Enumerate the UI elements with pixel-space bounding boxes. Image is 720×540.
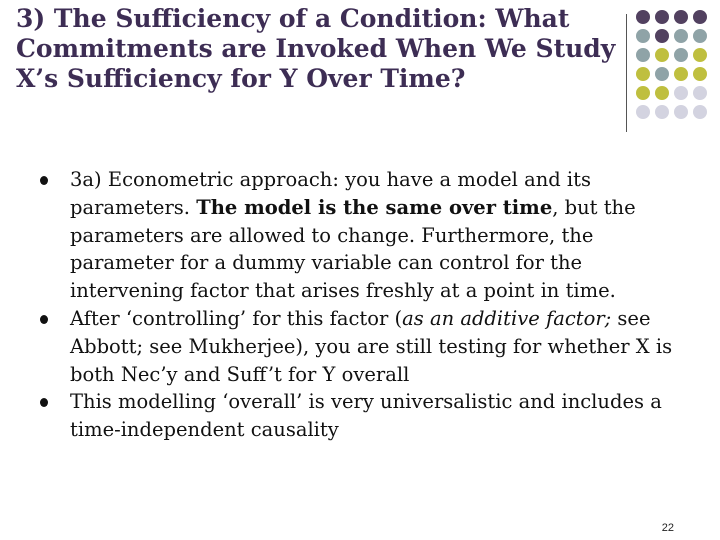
decorative-dot — [636, 67, 650, 81]
decorative-dot — [655, 86, 669, 100]
decorative-dot — [636, 86, 650, 100]
bullet-italic-text: as an additive factor; — [402, 306, 612, 330]
decorative-dot — [674, 67, 688, 81]
bullet-bold-text: The model is the same over time — [196, 195, 553, 219]
bullet-item-econometric — [40, 166, 690, 305]
decorative-dot — [636, 29, 650, 43]
decorative-dot — [674, 48, 688, 62]
bullet-item-controlling — [40, 305, 690, 388]
decorative-dot — [655, 10, 669, 24]
decorative-dot — [674, 86, 688, 100]
bullet-text: , but the parameters are allowed to change. Furthermore, the parameter for a dummy variable can control for the intervening factor that arises freshly at a point in time. — [70, 195, 636, 303]
bullet-text: This modelling ‘overall’ is very universalistic and includes a time-independent causality — [70, 390, 662, 442]
bullet-item-overall — [40, 388, 690, 444]
bullet-text: see Abbott; see Mukherjee), you are still testing for whether X is both Nec’y and Suff’t for Y overall — [70, 306, 673, 386]
decorative-dot — [655, 67, 669, 81]
page-number: 22 — [661, 522, 674, 534]
decorative-dot — [693, 48, 707, 62]
decorative-dot — [693, 29, 707, 43]
decorative-dot — [674, 105, 688, 119]
decorative-dot — [674, 10, 688, 24]
decorative-dot — [693, 67, 707, 81]
bullet-dot-icon — [40, 315, 48, 324]
decorative-dot — [655, 29, 669, 43]
bullet-dot-icon — [40, 398, 48, 407]
decorative-dot-grid — [636, 10, 720, 125]
bullet-text: After ‘controlling’ for this factor ( — [70, 306, 403, 330]
decorative-dot — [674, 29, 688, 43]
decorative-dot — [655, 105, 669, 119]
decorative-dot — [636, 48, 650, 62]
title-divider — [626, 14, 627, 132]
decorative-dot — [636, 105, 650, 119]
decorative-dot — [693, 10, 707, 24]
decorative-dot — [636, 10, 650, 24]
bullet-list — [40, 166, 690, 444]
decorative-dot — [655, 48, 669, 62]
decorative-dot — [693, 86, 707, 100]
decorative-dot — [693, 105, 707, 119]
slide-title: 3) The Sufficiency of a Condition: What Commitments are Invoked When We Study X’s Sufficiency for Y Over Time? — [16, 4, 616, 93]
bullet-text: 3a) Econometric approach: you have a model and its parameters. — [70, 168, 592, 219]
bullet-dot-icon — [40, 176, 48, 185]
